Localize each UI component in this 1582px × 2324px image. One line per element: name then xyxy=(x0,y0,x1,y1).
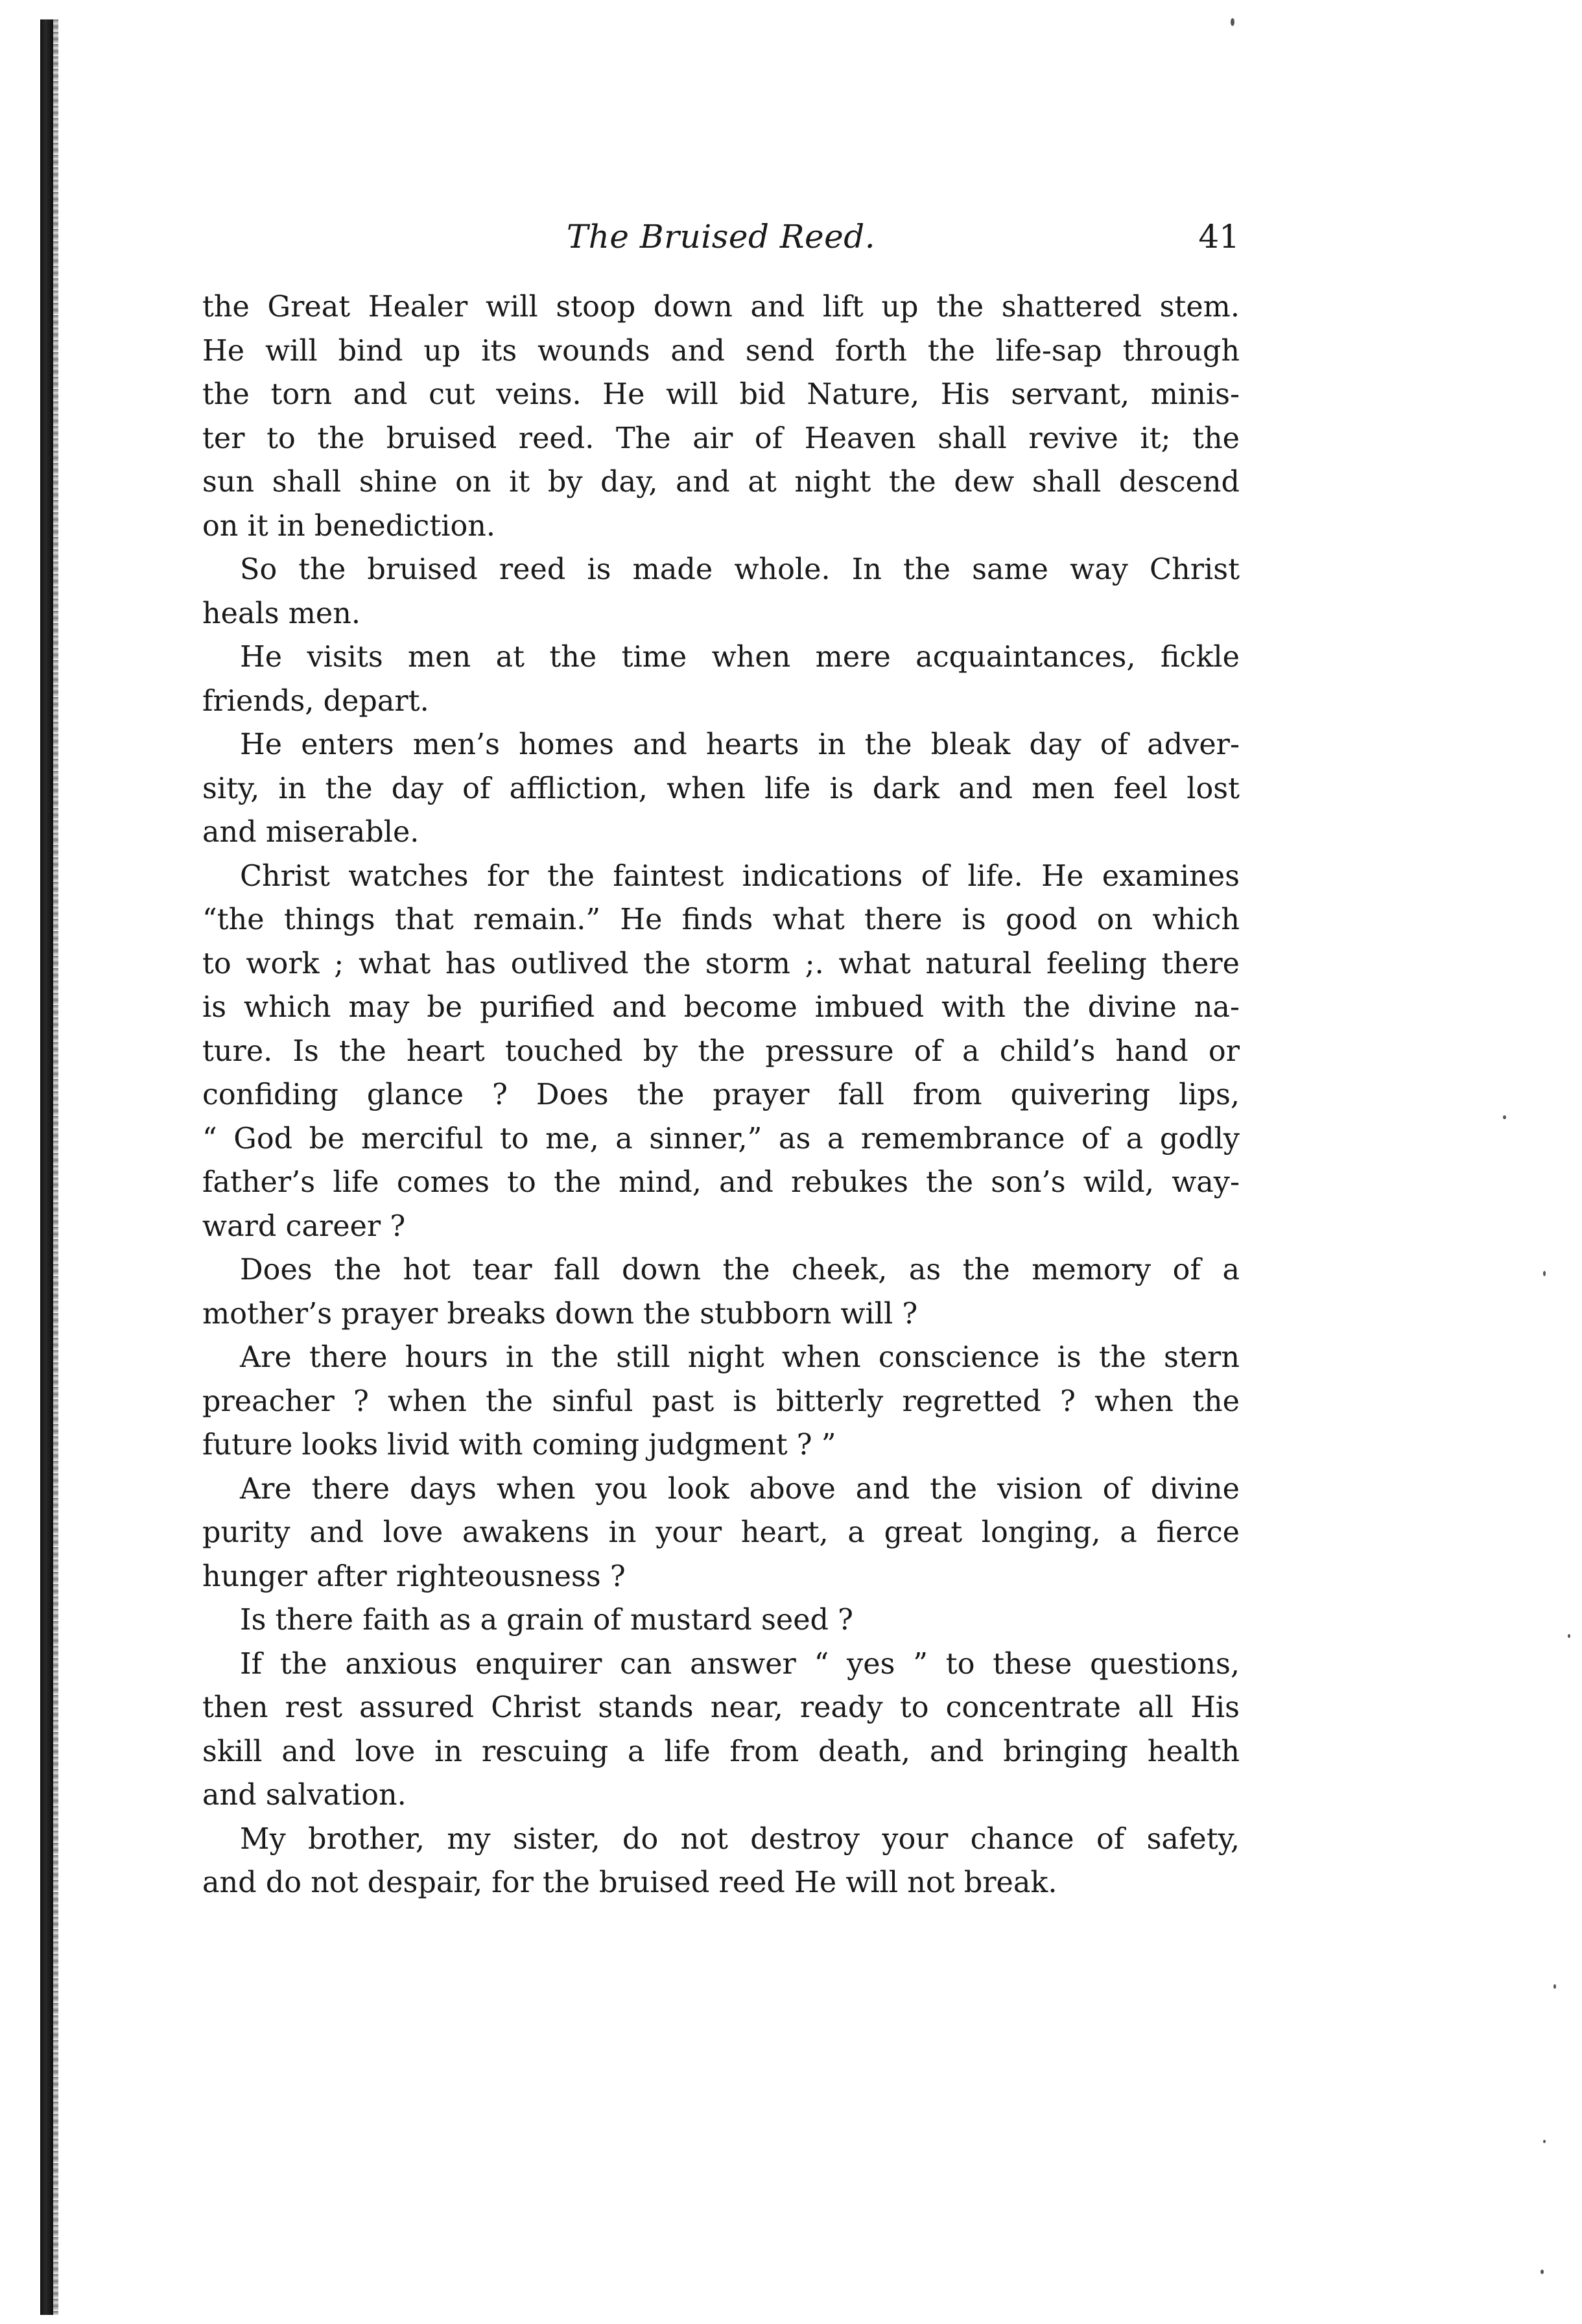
margin-speck xyxy=(1543,2140,1546,2143)
text-line: heals men. xyxy=(202,597,361,630)
text-line: Christ watches for the faintest indications of life. He examines xyxy=(240,859,1240,893)
text-line: preacher ? when the sinful past is bitterly regretted ? when the xyxy=(202,1384,1240,1418)
text-line: If the anxious enquirer can answer “ yes ” to these questions, xyxy=(240,1647,1240,1681)
paragraph xyxy=(202,1598,1240,1642)
text-line: is which may be purified and become imbued with the divine na- xyxy=(202,991,1240,1024)
text-line: He visits men at the time when mere acquaintances, fickle xyxy=(240,641,1240,674)
text-line: hunger after righteousness ? xyxy=(202,1559,626,1593)
text-line: He will bind up its wounds and send forth the life-sap through xyxy=(202,334,1240,368)
text-line: ward career ? xyxy=(202,1209,406,1243)
paragraph xyxy=(202,1336,1240,1467)
text-line: ture. Is the heart touched by the pressure of a child’s hand or xyxy=(202,1034,1240,1068)
paragraph xyxy=(202,1642,1240,1818)
margin-speck xyxy=(1231,18,1234,26)
text-line: the Great Healer will stoop down and lift up the shattered stem. xyxy=(202,290,1240,324)
paragraph xyxy=(202,1467,1240,1599)
text-line: Are there hours in the still night when conscience is the stern xyxy=(240,1341,1240,1374)
text-line: skill and love in rescuing a life from death, and bringing health xyxy=(202,1735,1240,1768)
margin-speck xyxy=(1541,2270,1544,2274)
text-line: future looks livid with coming judgment ? ” xyxy=(202,1429,836,1462)
text-line: and do not despair, for the bruised reed He will not break. xyxy=(202,1866,1057,1899)
text-line: Is there faith as a grain of mustard seed ? xyxy=(240,1604,854,1637)
paragraph xyxy=(202,1818,1240,1905)
paragraph xyxy=(202,285,1240,548)
paragraph xyxy=(202,548,1240,635)
text-line: Are there days when you look above and the vision of divine xyxy=(240,1472,1240,1506)
binding-edge xyxy=(40,19,53,2315)
text-line: the torn and cut veins. He will bid Nature, His servant, minis- xyxy=(202,378,1240,411)
text-line: and miserable. xyxy=(202,816,419,849)
text-line: purity and love awakens in your heart, a great longing, a fierce xyxy=(202,1516,1240,1549)
text-line: My brother, my sister, do not destroy your chance of safety, xyxy=(240,1822,1240,1856)
text-line: and salvation. xyxy=(202,1779,407,1812)
text-line: Does the hot tear fall down the cheek, as the memory of a xyxy=(240,1253,1240,1286)
text-line: friends, depart. xyxy=(202,684,429,718)
running-title: The Bruised Reed. xyxy=(566,218,876,255)
text-line: sity, in the day of affliction, when life is dark and men feel lost xyxy=(202,772,1240,805)
margin-speck xyxy=(1543,1271,1546,1276)
margin-speck xyxy=(1568,1634,1570,1638)
text-line: “ God be merciful to me, a sinner,” as a remembrance of a godly xyxy=(202,1122,1240,1156)
paragraph xyxy=(202,855,1240,1249)
text-line: on it in benediction. xyxy=(202,509,496,543)
text-line: He enters men’s homes and hearts in the bleak day of adver- xyxy=(240,728,1240,761)
text-line: “the things that remain.” He finds what there is good on which xyxy=(202,903,1240,936)
text-line: ter to the bruised reed. The air of Heaven shall revive it; the xyxy=(202,421,1240,455)
paragraph xyxy=(202,1248,1240,1336)
text-line: to work ; what has outlived the storm ;. what natural feeling there xyxy=(202,947,1240,980)
page-number: 41 xyxy=(1198,218,1240,255)
paragraph xyxy=(202,723,1240,855)
text-body xyxy=(202,285,1240,1905)
text-line: then rest assured Christ stands near, ready to concentrate all His xyxy=(202,1691,1240,1724)
text-line: confiding glance ? Does the prayer fall from quivering lips, xyxy=(202,1078,1240,1111)
page-header xyxy=(202,214,1240,266)
margin-speck xyxy=(1553,1984,1556,1989)
text-line: mother’s prayer breaks down the stubborn will ? xyxy=(202,1297,918,1331)
text-line: sun shall shine on it by day, and at night the dew shall descend xyxy=(202,466,1240,499)
paragraph xyxy=(202,635,1240,723)
text-line: father’s life comes to the mind, and rebukes the son’s wild, way- xyxy=(202,1166,1240,1199)
text-line: So the bruised reed is made whole. In the same way Christ xyxy=(240,553,1240,586)
margin-speck xyxy=(1503,1115,1506,1119)
